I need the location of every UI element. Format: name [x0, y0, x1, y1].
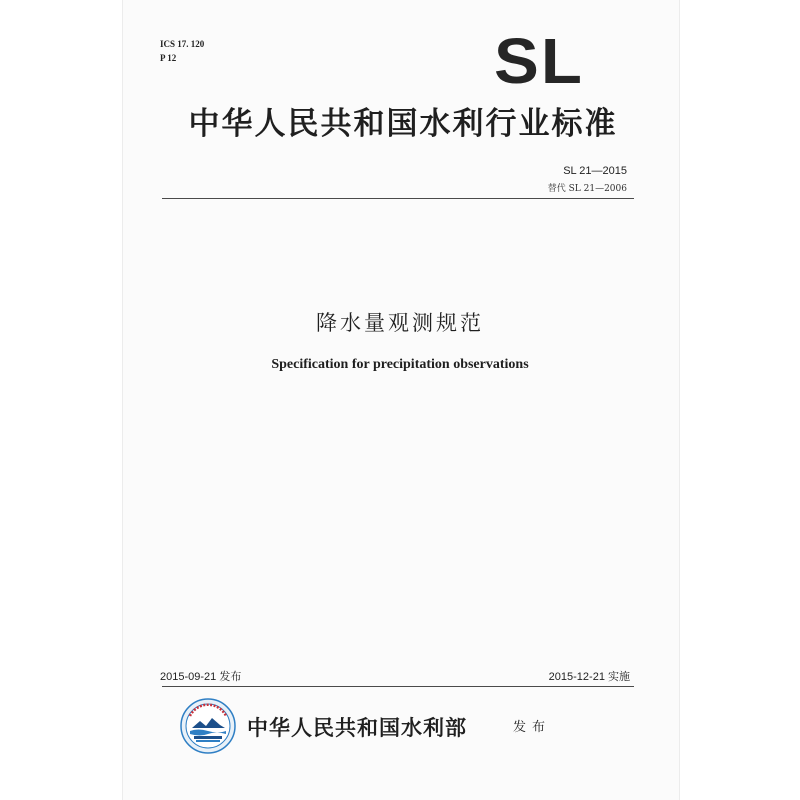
bottom-divider: [162, 686, 634, 687]
top-divider: [162, 198, 634, 199]
issue-date: 2015-09-21 发布: [160, 671, 242, 683]
ministry-emblem-icon: [180, 698, 236, 754]
document-title-en: Specification for precipitation observations: [271, 357, 529, 372]
standard-replaces: 替代 SL 21—2006: [547, 184, 627, 194]
standard-category-title: 中华人民共和国水利行业标准: [188, 106, 618, 142]
classification-code: P 12: [160, 53, 177, 63]
sl-logo: SL: [494, 25, 585, 97]
standard-number: SL 21—2015: [563, 165, 627, 177]
publish-label: 发布: [513, 720, 552, 735]
document-title-cn: 降水量观测规范: [316, 311, 484, 335]
publisher-name: 中华人民共和国水利部: [247, 716, 467, 740]
implementation-date: 2015-12-21 实施: [548, 671, 630, 683]
ics-block: [160, 37, 204, 65]
ics-code: ICS 17. 120: [160, 39, 205, 49]
